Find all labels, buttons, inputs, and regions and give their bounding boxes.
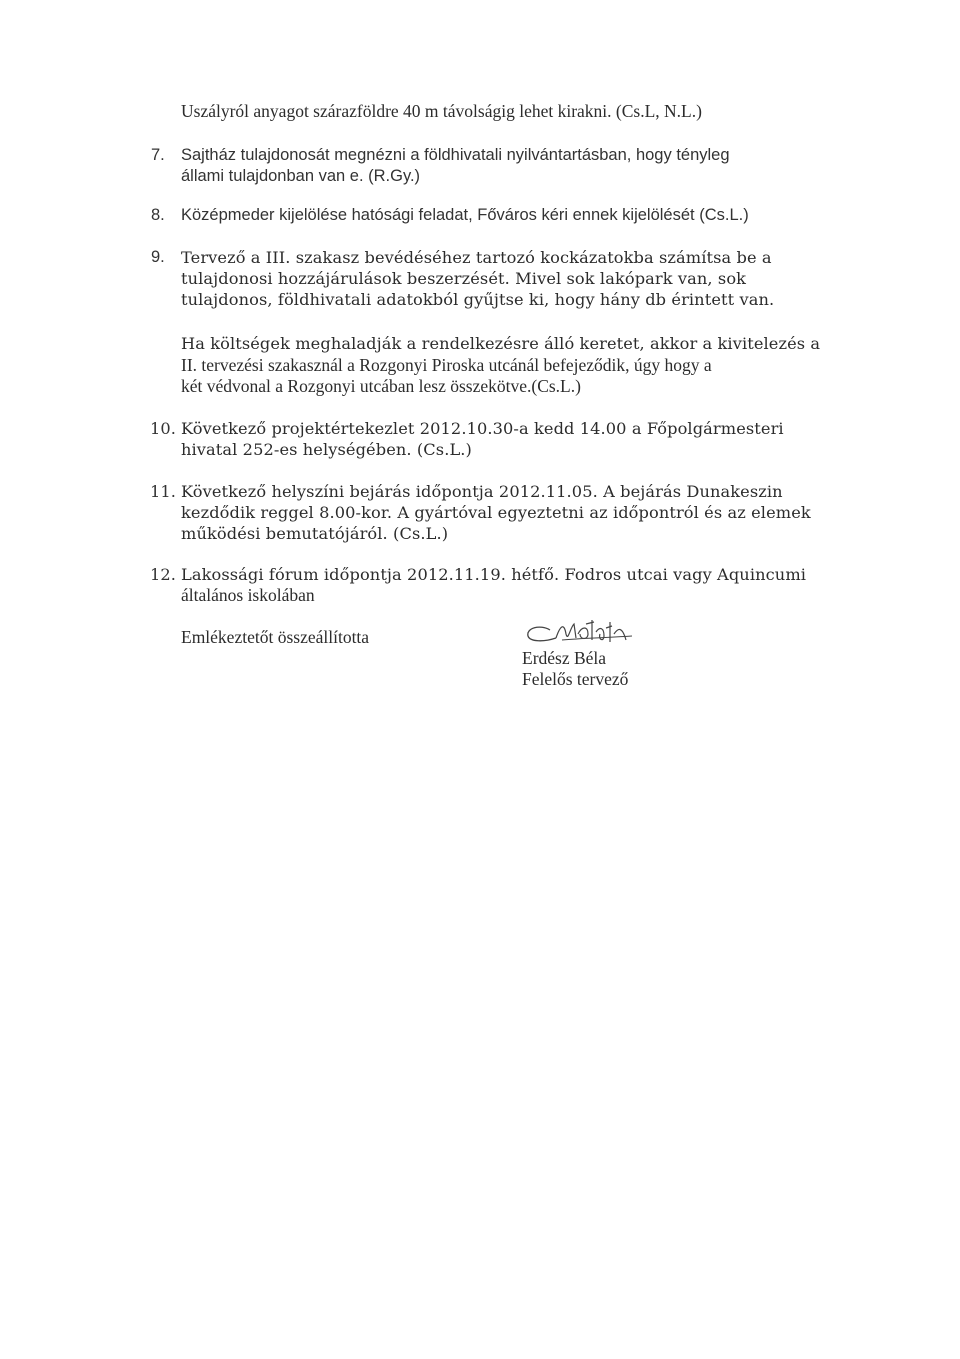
item-11-line-3: működési bemutatójáról. (Cs.L.): [181, 524, 449, 543]
item-7-line-1: Sajtház tulajdonosát megnézni a földhivatali nyilvántartásban, hogy tényleg: [181, 146, 730, 164]
signer-role: Felelős tervező: [522, 669, 629, 689]
item-number-12: 12.: [150, 565, 177, 584]
item-10-line-2: hivatal 252-es helységében. (Cs.L.): [181, 440, 472, 459]
item-11-line-2: kezdődik reggel 8.00-kor. A gyártóval egyeztetni az időpontról és az elemek: [181, 503, 811, 522]
signature-icon: [522, 616, 642, 652]
paragraph-line-3: két védvonal a Rozgonyi utcában lesz összekötve.(Cs.L.): [181, 376, 581, 396]
item-9-line-3: tulajdonos, földhivatali adatokból gyűjtse ki, hogy hány db érintett van.: [181, 290, 775, 309]
intro-line: Uszályról anyagot szárazföldre 40 m távolságig lehet kirakni. (Cs.L, N.L.): [181, 101, 702, 121]
item-11-line-1: Következő helyszíni bejárás időpontja 2012.11.05. A bejárás Dunakeszin: [181, 482, 783, 501]
item-number-7: 7.: [151, 146, 165, 164]
item-number-8: 8.: [151, 206, 165, 224]
item-12-line-1: Lakossági fórum időpontja 2012.11.19. hétfő. Fodros utcai vagy Aquincumi: [181, 565, 807, 584]
item-9-line-2: tulajdonosi hozzájárulások beszerzését. Mivel sok lakópark van, sok: [181, 269, 747, 288]
signer-name: Erdész Béla: [522, 648, 607, 668]
item-9-line-1: Tervező a III. szakasz bevédéséhez tartozó kockázatokba számítsa be a: [181, 248, 772, 267]
item-number-11: 11.: [150, 482, 177, 501]
item-10-line-1: Következő projektértekezlet 2012.10.30-a kedd 14.00 a Főpolgármesteri: [181, 419, 784, 438]
item-12-line-2: általános iskolában: [181, 585, 315, 605]
item-number-10: 10.: [150, 419, 177, 438]
paragraph-line-1: Ha költségek meghaladják a rendelkezésre álló keretet, akkor a kivitelezés a: [181, 334, 821, 353]
compiled-by-label: Emlékeztetőt összeállította: [181, 627, 370, 647]
item-7-line-2: állami tulajdonban van e. (R.Gy.): [181, 167, 421, 185]
item-8-line-1: Középmeder kijelölése hatósági feladat, Főváros kéri ennek kijelölését (Cs.L.): [181, 206, 749, 224]
paragraph-line-2: II. tervezési szakasznál a Rozgonyi Piroska utcánál befejeződik, úgy hogy a: [181, 355, 712, 375]
item-number-9: 9.: [151, 248, 165, 266]
